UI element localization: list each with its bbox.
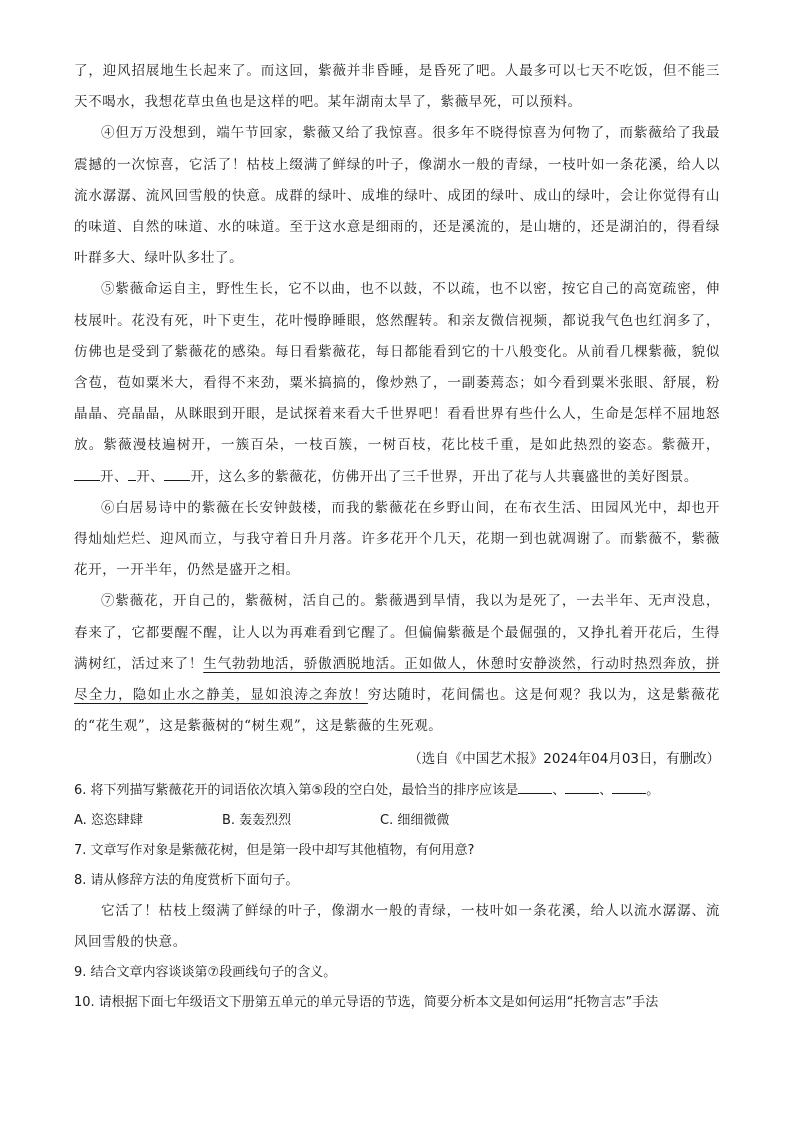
question-8: 8. 请从修辞方法的角度赏析下面句子。: [74, 872, 299, 888]
question-6-text: 6. 将下列描写紫薇花开的词语依次填入第⑤段的空白处，最恰当的排序应该是: [74, 782, 519, 798]
paragraph-5-text: ⑤紫薇命运自主，野性生长，它不以曲，也不以鼓，不以疏，也不以密，按它自己的高宽疏密，伸枝展叶。花没有死，叶下吏生，花叶慢睁睡眼，悠然醒转。和亲友微信视频，都说我气色也红润多了，仿佛也是受到了紫薇花的感染。每日看紫薇花，每日都能看到它的十八般变化。从前看几棵紫薇，貌似含苞，苞如粟米大，看得不来劲，粟米搞搞的，像炒熟了，一副萎蔫态；如今看到粟米张眼、舒展，粉晶晶、亮晶晶，从眯眼到开眼，是试探着来看大千世界吧！看看世界有些什么人，生命是怎样不屈地怒放。紫薇漫枝遍树开，一簇百朵，一枝百簇，一树百枝，花比枝千重，是如此热烈的姿态。紫薇开，: [74, 281, 720, 454]
question-9: 9. 结合文章内容谈谈第⑦段画线句子的含义。: [74, 965, 337, 981]
question-7: 7. 文章写作对象是紫薇花树，但是第一段中却写其他植物，有何用意?: [74, 842, 475, 858]
answer-blank-2[interactable]: [565, 780, 599, 794]
answer-blank-1[interactable]: [518, 780, 552, 794]
option-c[interactable]: C. 细细微微: [380, 812, 450, 828]
fill-blank-1[interactable]: [74, 466, 100, 481]
source-citation: （选自《中国艺术报》2024年04月03日，有删改）: [408, 751, 720, 768]
paragraph-5-end: 开，这么多的紫薇花，仿佛开出了三千世界，开出了花与人共襄盛世的美好图景。: [190, 468, 699, 485]
passage-paragraph-5: [74, 274, 720, 492]
question-6-sep-2: 、: [599, 782, 613, 798]
document-page: [74, 56, 720, 1018]
paragraph-7-text-a: ⑦紫薇花，开自己的，紫薇树，活自己的。紫薇遇到旱情，我以为是死了，一去半年、无声没息，春来了，它都要醒不醒，让人以为再难看到它醒了。但偏偏紫薇是个最倔强的，又挣扎着开花后，生得满树红，活过来了！: [74, 593, 720, 672]
fill-blank-2[interactable]: [128, 466, 136, 481]
question-8-quote: 它活了！枯枝上缀满了鲜绿的叶子，像湖水一般的青绿，一枝叶如一条花溪，给人以流水潺潺、流风回雪般的快意。: [74, 902, 720, 950]
option-b[interactable]: B. 轰轰烈烈: [222, 812, 292, 828]
paragraph-5-connector-1: 开、: [100, 468, 129, 485]
underlined-sentence: 生气勃勃地活，骄傲洒脱地活。正如做人，休憩时安静淡然，行动时热烈奔放，拼尽全力，隐如止水之静美，显如浪涛之奔放！: [74, 655, 720, 704]
passage-paragraph-6: ⑥白居易诗中的紫薇在长安钟鼓楼，而我的紫薇花在乡野山间，在布衣生活、田园风光中，却也开得灿灿烂烂、迎风而立，与我守着日升月落。许多花开个几天，花期一到也就凋谢了。而紫薇不，紫薇花开，一开半年，仍然是盛开之相。: [74, 499, 720, 579]
question-6-sep-1: 、: [552, 782, 566, 798]
paragraph-5-connector-2: 开、: [136, 468, 165, 485]
fill-blank-3[interactable]: [164, 466, 190, 481]
option-a[interactable]: A. 恣恣肆肆: [74, 812, 143, 828]
question-6-end: 。: [646, 782, 660, 798]
question-10: 10. 请根据下面七年级语文下册第五单元的单元导语的节选，简要分析本文是如何运用“托物言志”手法: [74, 995, 659, 1011]
question-6: [74, 776, 720, 806]
question-6-options: [74, 806, 720, 836]
passage-paragraph-3-tail: 了，迎风招展地生长起来了。而这回，紫薇并非昏睡，是昏死了吧。人最多可以七天不吃饭，但不能三天不喝水，我想花草虫鱼也是这样的吧。某年湖南太旱了，紫薇早死，可以预料。: [74, 63, 720, 111]
passage-paragraph-7: [74, 586, 720, 742]
paragraph-7-text-b: 穷达随时，花间儒也。这是何观？我以为，这是紫薇花的“花生观”，这是紫薇树的“树生观”，这是紫薇的生死观。: [74, 687, 720, 735]
answer-blank-3[interactable]: [612, 780, 646, 794]
passage-paragraph-4: ④但万万没想到，端午节回家，紫薇又给了我惊喜。很多年不晓得惊喜为何物了，而紫薇给了我最震撼的一次惊喜，它活了！枯枝上缀满了鲜绿的叶子，像湖水一般的青绿，一枝叶如一条花溪，给人以流水潺潺、流风回雪般的快意。成群的绿叶、成堆的绿叶、成团的绿叶、成山的绿叶，会让你觉得有山的味道、自然的味道、水的味道。至于这水意是细雨的，还是溪流的，是山塘的，还是湖泊的，得看绿叶群多大、绿叶队多壮了。: [74, 125, 720, 267]
